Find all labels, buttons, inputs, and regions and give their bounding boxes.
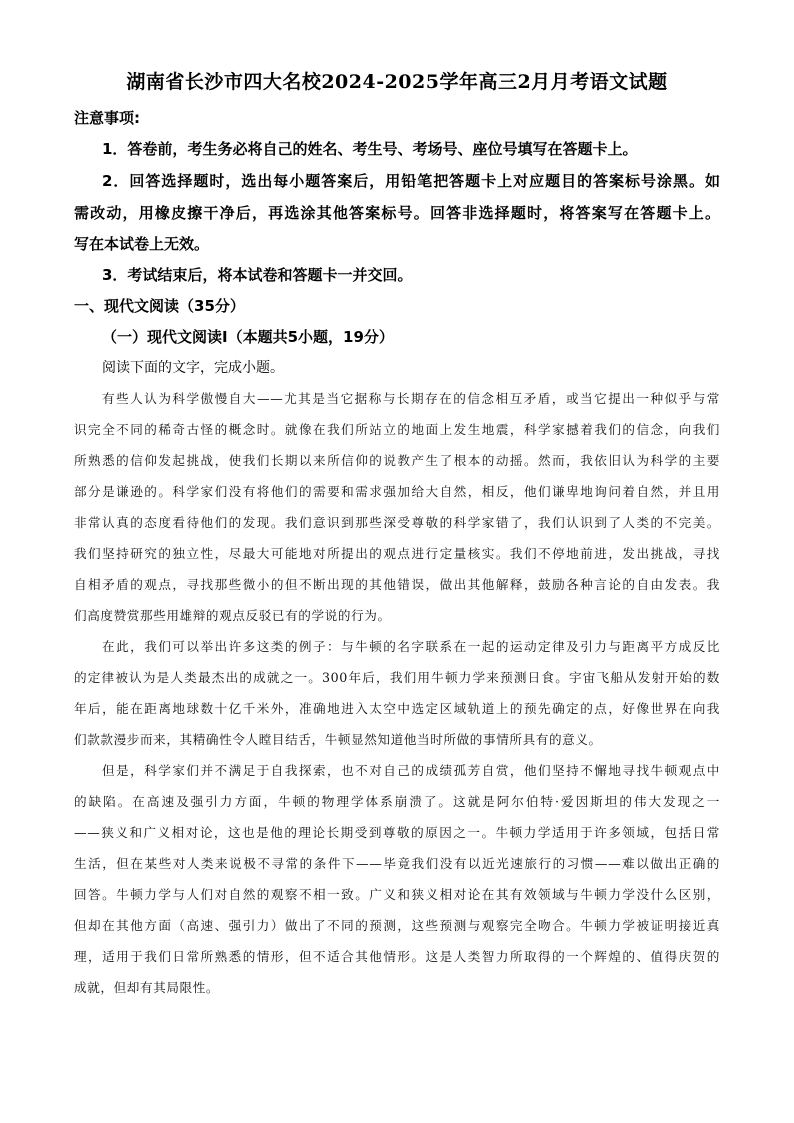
exam-title: 湖南省长沙市四大名校2024-2025学年高三2月月考语文试题 (126, 71, 668, 93)
passage-line: 年后，能在距离地球数十亿千米外，准确地进入太空中选定区域轨道上的预先确定的点，好像世界在向我 (74, 701, 720, 716)
notice-heading: 注意事项: (74, 109, 140, 127)
passage-line: 回答。牛顿力学与人们对自然的观察不相一致。广义和狭义相对论在其有效领域与牛顿力学没什么区别， (74, 887, 720, 902)
passage-line: 所熟悉的信仰发起挑战，使我们长期以来所信仰的说教产生了根本的动摇。然而，我依旧认为科学的主要 (74, 453, 720, 468)
notice-item-2-cont: 需改动，用橡皮擦干净后，再选涂其他答案标号。回答非选择题时，将答案写在答题卡上。 (74, 204, 720, 222)
passage-line: 部分是谦逊的。科学家们没有将他们的需要和需求强加给大自然，相反，他们谦卑地询问着自然，并且用 (74, 484, 720, 499)
passage-line: 生活，但在某些对人类来说极不寻常的条件下——毕竟我们没有以近光速旅行的习惯——难以做出正确的 (74, 856, 720, 871)
section-subheading: （一）现代文阅读Ⅰ（本题共5小题，19分） (102, 328, 394, 346)
notice-item-3: 3．考试结束后，将本试卷和答题卡一并交回。 (102, 266, 413, 284)
passage-line: 在此，我们可以举出许多这类的例子：与牛顿的名字联系在一起的运动定律及引力与距离平方成反比 (102, 639, 720, 654)
passage-line: 有些人认为科学傲慢自大——尤其是当它据称与长期存在的信念相互矛盾，或当它提出一种似乎与常 (102, 391, 720, 406)
reading-instruction: 阅读下面的文字，完成小题。 (102, 360, 284, 376)
passage-line: 自相矛盾的观点，寻找那些微小的但不断出现的其他错误，做出其他解释，鼓励各种言论的自由发表。我 (74, 577, 720, 592)
passage-line: 成就，但却有其局限性。 (74, 980, 220, 995)
passage-line: 但是，科学家们并不满足于自我探索，也不对自己的成绩孤芳自赏，他们坚持不懈地寻找牛顿观点中 (102, 763, 720, 778)
passage-line: 的定律被认为是人类最杰出的成就之一。300年后，我们用牛顿力学来预测日食。宇宙飞船从发射开始的数 (74, 670, 720, 685)
notice-item-2-end: 写在本试卷上无效。 (74, 235, 210, 253)
passage-line: 但却在其他方面（高速、强引力）做出了不同的预测，这些预测与观察完全吻合。牛顿力学被证明接近真 (74, 918, 720, 933)
passage-line: 我们坚持研究的独立性，尽最大可能地对所提出的观点进行定量核实。我们不停地前进，发出挑战，寻找 (74, 546, 720, 561)
passage-line: 的缺陷。在高速及强引力方面，牛顿的物理学体系崩溃了。这就是阿尔伯特·爱因斯坦的伟大发现之一 (74, 794, 720, 809)
section-heading: 一、现代文阅读（35分） (74, 297, 245, 315)
passage-line: 们款款漫步而来，其精确性令人瞠目结舌，牛顿显然知道他当时所做的事情所具有的意义。 (74, 732, 602, 747)
passage-line: 们高度赞赏那些用雄辩的观点反驳已有的学说的行为。 (74, 608, 391, 623)
notice-item-2: 2．回答选择题时，选出每小题答案后，用铅笔把答题卡上对应题目的答案标号涂黑。如 (102, 172, 720, 190)
notice-item-1: 1．答卷前，考生务必将自己的姓名、考生号、考场号、座位号填写在答题卡上。 (102, 140, 638, 158)
passage-line: ——狭义和广义相对论，这也是他的理论长期受到尊敬的原因之一。牛顿力学适用于许多领域，包括日常 (74, 825, 720, 840)
passage-line: 非常认真的态度看待他们的发现。我们意识到那些深受尊敬的科学家错了，我们认识到了人类的不完美。 (74, 515, 720, 530)
passage-line: 理，适用于我们日常所熟悉的情形，但不适合其他情形。这是人类智力所取得的一个辉煌的、值得庆贺的 (74, 949, 720, 964)
passage-line: 识完全不同的稀奇古怪的概念时。就像在我们所站立的地面上发生地震，科学家撼着我们的信念，向我们 (74, 422, 720, 437)
